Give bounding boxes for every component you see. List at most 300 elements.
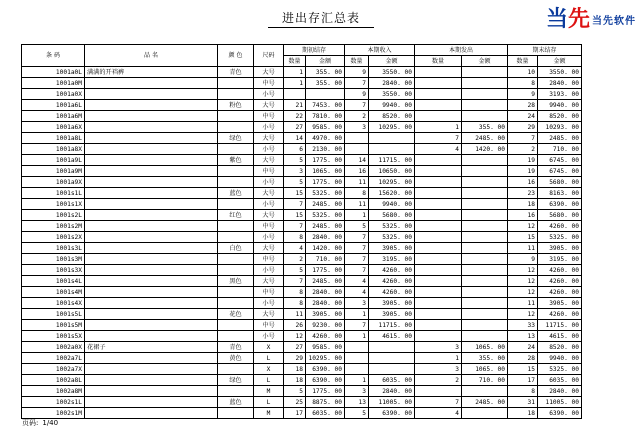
cell-in-qty: 7 bbox=[345, 232, 369, 243]
table-row bbox=[22, 386, 582, 397]
table-row bbox=[22, 298, 582, 309]
cell-in-qty: 7 bbox=[345, 265, 369, 276]
cell-name bbox=[85, 188, 218, 199]
table-row bbox=[22, 232, 582, 243]
cell-color bbox=[218, 122, 254, 133]
cell-opening-amount bbox=[306, 89, 345, 100]
table-row bbox=[22, 353, 582, 364]
cell-out-qty bbox=[415, 111, 462, 122]
cell-out-amount: 2485. 00 bbox=[462, 133, 508, 144]
table-row bbox=[22, 133, 582, 144]
cell-opening-amount: 6390. 00 bbox=[306, 364, 345, 375]
cell-closing-amount: 3905. 00 bbox=[538, 243, 582, 254]
out-amount-header: 金额 bbox=[462, 56, 508, 67]
cell-out-qty: 1 bbox=[415, 353, 462, 364]
table-row bbox=[22, 144, 582, 155]
cell-closing-qty: 15 bbox=[508, 232, 538, 243]
cell-out-qty bbox=[415, 100, 462, 111]
cell-size: 大号 bbox=[254, 188, 284, 199]
cell-color bbox=[218, 89, 254, 100]
cell-in-amount: 3550. 00 bbox=[369, 89, 415, 100]
cell-code: 1001a9L bbox=[22, 155, 85, 166]
cell-color: 红色 bbox=[218, 210, 254, 221]
cell-closing-amount: 2840. 00 bbox=[538, 78, 582, 89]
cell-in-qty bbox=[345, 342, 369, 353]
cell-out-amount bbox=[462, 155, 508, 166]
cell-color bbox=[218, 144, 254, 155]
cell-opening-qty: 8 bbox=[284, 298, 306, 309]
cell-name bbox=[85, 375, 218, 386]
cell-in-qty: 7 bbox=[345, 254, 369, 265]
cell-opening-qty: 2 bbox=[284, 254, 306, 265]
cell-in-qty: 11 bbox=[345, 177, 369, 188]
col-closing-header: 期末结存 bbox=[508, 45, 582, 56]
col-in-header: 本期收入 bbox=[345, 45, 415, 56]
cell-in-amount bbox=[369, 144, 415, 155]
cell-closing-amount: 3195. 00 bbox=[538, 254, 582, 265]
cell-size: M bbox=[254, 386, 284, 397]
table-row bbox=[22, 166, 582, 177]
cell-in-qty: 1 bbox=[345, 331, 369, 342]
cell-out-amount bbox=[462, 111, 508, 122]
cell-name bbox=[85, 122, 218, 133]
cell-opening-amount: 355. 00 bbox=[306, 67, 345, 78]
cell-code: 1001a8L bbox=[22, 133, 85, 144]
cell-color: 青色 bbox=[218, 67, 254, 78]
cell-name bbox=[85, 177, 218, 188]
cell-code: 1001s2L bbox=[22, 210, 85, 221]
cell-name bbox=[85, 331, 218, 342]
cell-opening-qty: 29 bbox=[284, 353, 306, 364]
cell-name bbox=[85, 89, 218, 100]
cell-out-amount: 1065. 00 bbox=[462, 342, 508, 353]
cell-color bbox=[218, 408, 254, 419]
table-row bbox=[22, 243, 582, 254]
cell-closing-qty: 28 bbox=[508, 353, 538, 364]
cell-in-qty: 1 bbox=[345, 210, 369, 221]
cell-color bbox=[218, 111, 254, 122]
cell-name bbox=[85, 397, 218, 408]
cell-code: 1001s4X bbox=[22, 298, 85, 309]
cell-code: 1001a9X bbox=[22, 177, 85, 188]
cell-opening-qty: 6 bbox=[284, 144, 306, 155]
cell-out-amount bbox=[462, 89, 508, 100]
cell-opening-amount: 9585. 00 bbox=[306, 342, 345, 353]
cell-closing-amount: 3550. 00 bbox=[538, 67, 582, 78]
cell-color bbox=[218, 364, 254, 375]
cell-opening-qty: 4 bbox=[284, 243, 306, 254]
cell-size: 中号 bbox=[254, 166, 284, 177]
cell-in-qty: 9 bbox=[345, 67, 369, 78]
cell-name bbox=[85, 364, 218, 375]
cell-in-amount bbox=[369, 364, 415, 375]
cell-closing-qty: 33 bbox=[508, 320, 538, 331]
cell-closing-amount: 4260. 00 bbox=[538, 309, 582, 320]
cell-opening-qty: 25 bbox=[284, 397, 306, 408]
cell-opening-amount: 2840. 00 bbox=[306, 298, 345, 309]
cell-in-amount: 11005. 00 bbox=[369, 397, 415, 408]
cell-in-amount: 9940. 00 bbox=[369, 199, 415, 210]
cell-out-amount bbox=[462, 100, 508, 111]
table-row bbox=[22, 67, 582, 78]
cell-in-qty: 2 bbox=[345, 111, 369, 122]
cell-opening-amount: 7810. 00 bbox=[306, 111, 345, 122]
cell-color bbox=[218, 320, 254, 331]
cell-name bbox=[85, 111, 218, 122]
table-row bbox=[22, 177, 582, 188]
inventory-summary-table bbox=[21, 44, 582, 419]
cell-opening-qty: 27 bbox=[284, 342, 306, 353]
cell-opening-amount: 6390. 00 bbox=[306, 375, 345, 386]
cell-opening-qty: 15 bbox=[284, 188, 306, 199]
cell-in-amount: 11715. 00 bbox=[369, 155, 415, 166]
cell-color bbox=[218, 166, 254, 177]
cell-color: 绿色 bbox=[218, 375, 254, 386]
cell-name bbox=[85, 265, 218, 276]
cell-in-qty: 3 bbox=[345, 386, 369, 397]
cell-size: L bbox=[254, 353, 284, 364]
cell-closing-qty: 8 bbox=[508, 386, 538, 397]
cell-code: 1001s5L bbox=[22, 309, 85, 320]
opening-qty-header: 数量 bbox=[284, 56, 306, 67]
cell-out-qty bbox=[415, 276, 462, 287]
cell-size: M bbox=[254, 408, 284, 419]
cell-out-qty bbox=[415, 210, 462, 221]
cell-out-qty bbox=[415, 243, 462, 254]
cell-closing-amount: 6390. 00 bbox=[538, 408, 582, 419]
cell-in-amount: 4260. 00 bbox=[369, 287, 415, 298]
cell-size: 小号 bbox=[254, 331, 284, 342]
cell-opening-amount: 355. 00 bbox=[306, 78, 345, 89]
cell-closing-qty: 12 bbox=[508, 309, 538, 320]
table-row bbox=[22, 287, 582, 298]
cell-name bbox=[85, 287, 218, 298]
cell-out-amount bbox=[462, 287, 508, 298]
table-row bbox=[22, 111, 582, 122]
cell-out-amount: 710. 00 bbox=[462, 375, 508, 386]
cell-size: 中号 bbox=[254, 78, 284, 89]
company-logo bbox=[546, 2, 638, 36]
cell-in-amount bbox=[369, 342, 415, 353]
cell-out-qty bbox=[415, 155, 462, 166]
cell-name bbox=[85, 386, 218, 397]
cell-in-qty: 5 bbox=[345, 221, 369, 232]
out-qty-header: 数量 bbox=[415, 56, 462, 67]
table-row bbox=[22, 397, 582, 408]
logo-char-1: 当 bbox=[546, 7, 569, 32]
in-qty-header: 数量 bbox=[345, 56, 369, 67]
cell-size: L bbox=[254, 397, 284, 408]
cell-code: 1001a9M bbox=[22, 166, 85, 177]
cell-in-qty: 7 bbox=[345, 78, 369, 89]
cell-closing-amount: 6035. 00 bbox=[538, 375, 582, 386]
cell-color bbox=[218, 386, 254, 397]
cell-closing-qty: 9 bbox=[508, 254, 538, 265]
cell-code: 1001a6X bbox=[22, 122, 85, 133]
cell-out-qty bbox=[415, 78, 462, 89]
report-title: 进出存汇总表 bbox=[268, 9, 374, 28]
cell-out-amount bbox=[462, 210, 508, 221]
cell-opening-qty: 5 bbox=[284, 386, 306, 397]
cell-color: 花色 bbox=[218, 309, 254, 320]
cell-name bbox=[85, 221, 218, 232]
cell-closing-qty: 18 bbox=[508, 199, 538, 210]
cell-out-amount: 2485. 00 bbox=[462, 397, 508, 408]
cell-size: 大号 bbox=[254, 155, 284, 166]
cell-out-qty bbox=[415, 320, 462, 331]
cell-name bbox=[85, 199, 218, 210]
cell-in-qty bbox=[345, 364, 369, 375]
cell-closing-amount: 4260. 00 bbox=[538, 287, 582, 298]
cell-opening-amount: 1420. 00 bbox=[306, 243, 345, 254]
cell-closing-qty: 12 bbox=[508, 276, 538, 287]
header-row-1 bbox=[22, 45, 582, 56]
cell-opening-amount: 2485. 00 bbox=[306, 199, 345, 210]
table-row bbox=[22, 100, 582, 111]
cell-in-qty: 7 bbox=[345, 320, 369, 331]
cell-out-qty: 3 bbox=[415, 342, 462, 353]
cell-closing-amount: 3193. 00 bbox=[538, 89, 582, 100]
cell-out-qty bbox=[415, 221, 462, 232]
cell-name bbox=[85, 320, 218, 331]
cell-closing-qty: 19 bbox=[508, 166, 538, 177]
col-size-header: 尺码 bbox=[254, 45, 284, 67]
cell-name bbox=[85, 100, 218, 111]
cell-closing-qty: 17 bbox=[508, 375, 538, 386]
cell-out-amount bbox=[462, 298, 508, 309]
cell-closing-amount: 8163. 00 bbox=[538, 188, 582, 199]
cell-size: L bbox=[254, 375, 284, 386]
cell-closing-qty: 24 bbox=[508, 342, 538, 353]
cell-color bbox=[218, 331, 254, 342]
cell-closing-amount: 6745. 00 bbox=[538, 155, 582, 166]
page-label: 页码: bbox=[22, 419, 39, 427]
cell-closing-qty: 18 bbox=[508, 408, 538, 419]
cell-out-qty bbox=[415, 166, 462, 177]
cell-out-amount bbox=[462, 243, 508, 254]
cell-opening-amount: 1065. 00 bbox=[306, 166, 345, 177]
cell-in-qty: 4 bbox=[345, 276, 369, 287]
cell-closing-amount: 710. 00 bbox=[538, 144, 582, 155]
cell-closing-amount: 6745. 00 bbox=[538, 166, 582, 177]
cell-out-amount: 1420. 00 bbox=[462, 144, 508, 155]
cell-out-qty: 3 bbox=[415, 364, 462, 375]
table-row bbox=[22, 210, 582, 221]
cell-name bbox=[85, 210, 218, 221]
cell-in-amount: 11715. 00 bbox=[369, 320, 415, 331]
cell-code: 1001s4L bbox=[22, 276, 85, 287]
cell-closing-amount: 5325. 00 bbox=[538, 364, 582, 375]
cell-code: 1001s1X bbox=[22, 199, 85, 210]
cell-color: 粉色 bbox=[218, 100, 254, 111]
cell-out-amount bbox=[462, 309, 508, 320]
cell-in-amount: 4615. 00 bbox=[369, 331, 415, 342]
cell-closing-qty: 10 bbox=[508, 67, 538, 78]
table-row bbox=[22, 342, 582, 353]
cell-opening-amount: 2840. 00 bbox=[306, 232, 345, 243]
cell-out-qty bbox=[415, 309, 462, 320]
cell-opening-qty: 8 bbox=[284, 232, 306, 243]
cell-closing-amount: 8520. 00 bbox=[538, 111, 582, 122]
cell-name bbox=[85, 298, 218, 309]
cell-color: 紫色 bbox=[218, 155, 254, 166]
cell-out-qty bbox=[415, 254, 462, 265]
cell-out-amount bbox=[462, 276, 508, 287]
cell-opening-qty: 5 bbox=[284, 265, 306, 276]
cell-name: 满满的开裆裤 bbox=[85, 67, 218, 78]
cell-opening-amount: 8875. 00 bbox=[306, 397, 345, 408]
cell-in-qty: 1 bbox=[345, 309, 369, 320]
cell-in-amount: 2840. 00 bbox=[369, 386, 415, 397]
table-row bbox=[22, 89, 582, 100]
cell-closing-amount: 9940. 00 bbox=[538, 100, 582, 111]
cell-name bbox=[85, 144, 218, 155]
cell-in-qty: 3 bbox=[345, 122, 369, 133]
cell-opening-qty: 15 bbox=[284, 210, 306, 221]
cell-in-amount: 10295. 00 bbox=[369, 177, 415, 188]
cell-closing-amount: 2840. 00 bbox=[538, 386, 582, 397]
cell-size: 中号 bbox=[254, 221, 284, 232]
cell-in-qty bbox=[345, 144, 369, 155]
cell-name bbox=[85, 232, 218, 243]
cell-closing-qty: 28 bbox=[508, 100, 538, 111]
cell-opening-amount: 1775. 00 bbox=[306, 265, 345, 276]
table-row bbox=[22, 265, 582, 276]
table-row bbox=[22, 78, 582, 89]
cell-out-amount bbox=[462, 331, 508, 342]
cell-name bbox=[85, 408, 218, 419]
cell-closing-amount: 4260. 00 bbox=[538, 265, 582, 276]
table-row bbox=[22, 122, 582, 133]
cell-closing-qty: 2 bbox=[508, 144, 538, 155]
cell-code: 1001s1L bbox=[22, 188, 85, 199]
cell-in-amount: 3905. 00 bbox=[369, 298, 415, 309]
cell-color bbox=[218, 298, 254, 309]
cell-closing-qty: 12 bbox=[508, 221, 538, 232]
cell-code: 1002a8M bbox=[22, 386, 85, 397]
cell-code: 1002a8L bbox=[22, 375, 85, 386]
cell-out-qty bbox=[415, 89, 462, 100]
cell-opening-qty: 7 bbox=[284, 221, 306, 232]
cell-color: 绿色 bbox=[218, 133, 254, 144]
cell-name: 花裙子 bbox=[85, 342, 218, 353]
cell-closing-amount: 5680. 00 bbox=[538, 210, 582, 221]
cell-opening-amount: 1775. 00 bbox=[306, 177, 345, 188]
cell-opening-amount: 1775. 00 bbox=[306, 155, 345, 166]
cell-closing-amount: 5325. 00 bbox=[538, 232, 582, 243]
cell-out-qty: 2 bbox=[415, 375, 462, 386]
cell-code: 1001a0L bbox=[22, 67, 85, 78]
cell-name bbox=[85, 254, 218, 265]
closing-qty-header: 数量 bbox=[508, 56, 538, 67]
cell-out-amount bbox=[462, 265, 508, 276]
cell-size: 中号 bbox=[254, 320, 284, 331]
cell-name bbox=[85, 276, 218, 287]
cell-out-amount bbox=[462, 199, 508, 210]
cell-closing-qty: 8 bbox=[508, 78, 538, 89]
cell-opening-qty: 1 bbox=[284, 67, 306, 78]
cell-closing-qty: 13 bbox=[508, 331, 538, 342]
cell-code: 1001s2M bbox=[22, 221, 85, 232]
cell-in-amount: 5680. 00 bbox=[369, 210, 415, 221]
col-opening-header: 期初结存 bbox=[284, 45, 345, 56]
cell-size: 小号 bbox=[254, 199, 284, 210]
cell-code: 1001a8X bbox=[22, 144, 85, 155]
cell-opening-amount: 6035. 00 bbox=[306, 408, 345, 419]
cell-color: 蓝色 bbox=[218, 188, 254, 199]
cell-out-qty bbox=[415, 331, 462, 342]
cell-out-qty: 7 bbox=[415, 397, 462, 408]
cell-code: 1001s3M bbox=[22, 254, 85, 265]
cell-in-amount: 6390. 00 bbox=[369, 408, 415, 419]
cell-opening-qty: 22 bbox=[284, 111, 306, 122]
cell-opening-amount: 4260. 00 bbox=[306, 331, 345, 342]
cell-in-amount: 3550. 00 bbox=[369, 67, 415, 78]
cell-opening-amount: 1775. 00 bbox=[306, 386, 345, 397]
cell-opening-amount: 5325. 00 bbox=[306, 210, 345, 221]
cell-opening-qty: 8 bbox=[284, 287, 306, 298]
cell-code: 1001a6L bbox=[22, 100, 85, 111]
cell-color bbox=[218, 254, 254, 265]
cell-closing-qty: 29 bbox=[508, 122, 538, 133]
cell-code: 1001a0M bbox=[22, 78, 85, 89]
cell-out-amount bbox=[462, 67, 508, 78]
table-row bbox=[22, 254, 582, 265]
cell-opening-qty: 27 bbox=[284, 122, 306, 133]
cell-out-qty: 4 bbox=[415, 408, 462, 419]
cell-opening-amount: 2130. 00 bbox=[306, 144, 345, 155]
cell-color bbox=[218, 265, 254, 276]
table-row bbox=[22, 221, 582, 232]
cell-out-amount bbox=[462, 320, 508, 331]
page-indicator bbox=[22, 418, 62, 428]
cell-name bbox=[85, 155, 218, 166]
logo-subtext: 当先软件 bbox=[592, 16, 636, 27]
cell-size: X bbox=[254, 364, 284, 375]
opening-amount-header: 金额 bbox=[306, 56, 345, 67]
cell-opening-qty: 18 bbox=[284, 375, 306, 386]
cell-opening-amount: 9585. 00 bbox=[306, 122, 345, 133]
page-value: 1/40 bbox=[42, 419, 59, 427]
cell-code: 1001a6M bbox=[22, 111, 85, 122]
col-name-header: 品 名 bbox=[85, 45, 218, 67]
cell-out-amount: 1065. 00 bbox=[462, 364, 508, 375]
cell-opening-amount: 9230. 00 bbox=[306, 320, 345, 331]
cell-opening-qty: 21 bbox=[284, 100, 306, 111]
cell-out-qty: 4 bbox=[415, 144, 462, 155]
cell-closing-qty: 19 bbox=[508, 155, 538, 166]
cell-closing-amount: 8520. 00 bbox=[538, 342, 582, 353]
cell-in-amount: 3195. 00 bbox=[369, 254, 415, 265]
cell-closing-amount: 2485. 00 bbox=[538, 133, 582, 144]
cell-color: 黄色 bbox=[218, 353, 254, 364]
table-row bbox=[22, 320, 582, 331]
cell-size: 大号 bbox=[254, 100, 284, 111]
cell-opening-amount: 7453. 00 bbox=[306, 100, 345, 111]
cell-code: 1001a0X bbox=[22, 89, 85, 100]
cell-opening-qty: 18 bbox=[284, 364, 306, 375]
cell-in-amount: 2840. 00 bbox=[369, 78, 415, 89]
cell-in-qty: 16 bbox=[345, 166, 369, 177]
cell-closing-qty: 12 bbox=[508, 287, 538, 298]
cell-size: 小号 bbox=[254, 122, 284, 133]
cell-name bbox=[85, 78, 218, 89]
cell-code: 1002a7X bbox=[22, 364, 85, 375]
cell-opening-qty: 17 bbox=[284, 408, 306, 419]
cell-opening-amount: 2485. 00 bbox=[306, 221, 345, 232]
cell-out-qty bbox=[415, 67, 462, 78]
cell-color: 青色 bbox=[218, 342, 254, 353]
